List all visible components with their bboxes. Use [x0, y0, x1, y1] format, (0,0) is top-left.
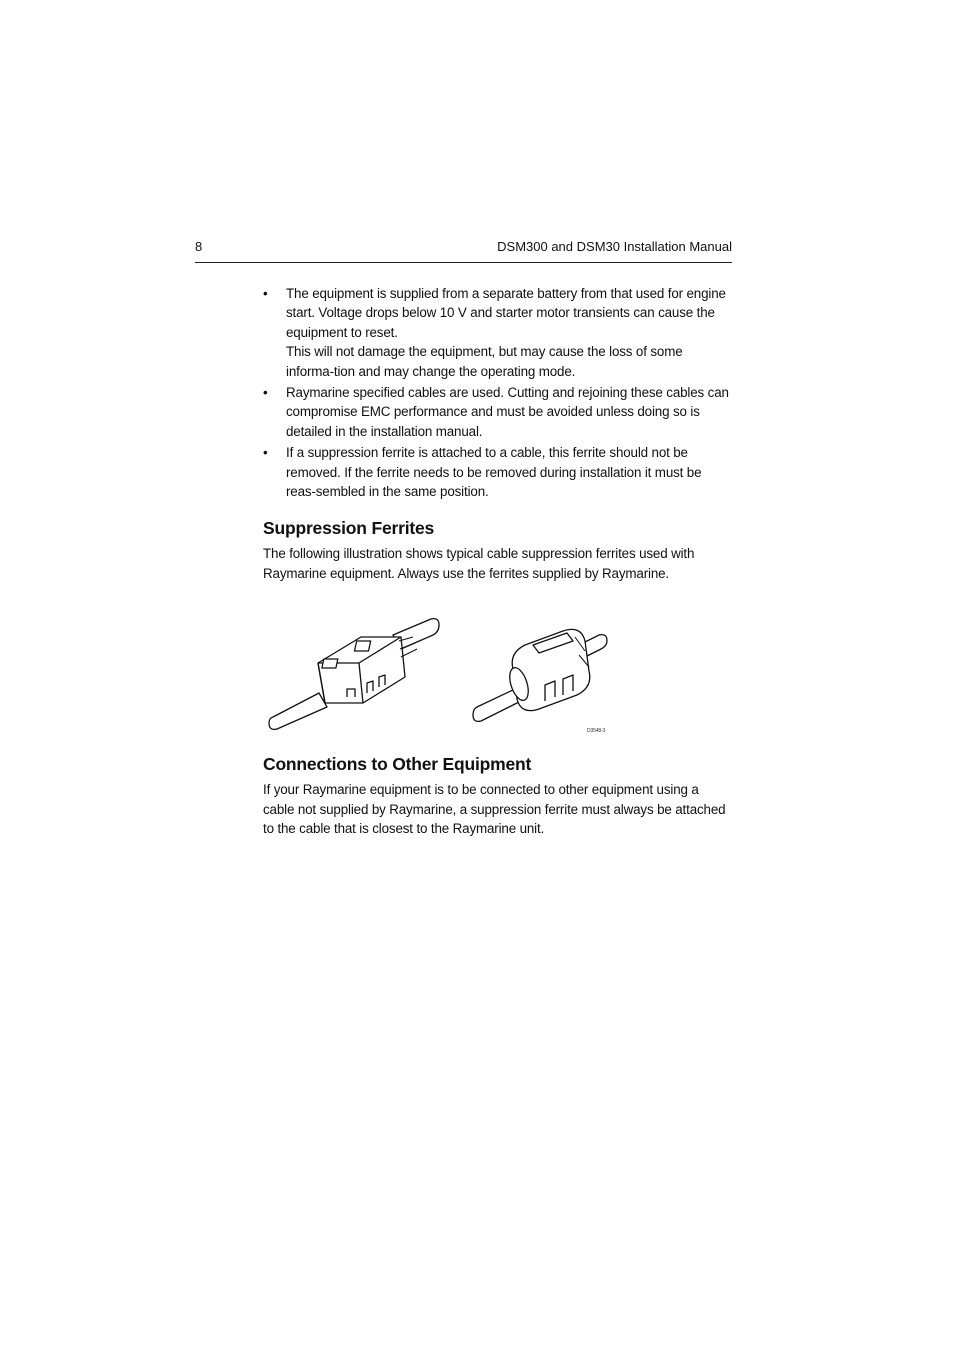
section-body-connections: If your Raymarine equipment is to be connected to other equipment using a cable not supplied by Raymarine, a suppression ferrite must always be attached to the cable that is closest to the Raymarine unit.: [263, 782, 726, 837]
list-item: [263, 383, 733, 441]
manual-title: DSM300 and DSM30 Installation Manual: [497, 239, 732, 254]
figure-code: D3548-3: [587, 728, 606, 735]
ferrite-illustration-graphic: [263, 597, 733, 737]
page-content: [263, 284, 733, 839]
round-ferrite-icon: [473, 630, 607, 722]
bullet-icon: •: [263, 286, 268, 301]
square-ferrite-icon: [269, 619, 439, 730]
list-item: [263, 284, 733, 381]
bullet-icon: •: [263, 445, 268, 461]
list-item-text: The equipment is supplied from a separate battery from that used for engine start. Voltage drops below 10 V and starter motor transients can cause the equipment to reset.: [286, 286, 726, 340]
requirements-list: [263, 284, 733, 501]
page-header: [195, 238, 732, 263]
list-item-text: If a suppression ferrite is attached to a cable, this ferrite should not be removed. If the ferrite needs to be removed during installation it must be reas-sembled in the same position.: [286, 445, 702, 500]
list-item: [263, 443, 733, 501]
section-body-suppression-ferrites: The following illustration shows typical cable suppression ferrites used with Raymarine equipment. Always use the ferrites supplied by Raymarine.: [263, 546, 695, 581]
ferrite-illustration: [263, 597, 733, 737]
bullet-icon: •: [263, 385, 268, 401]
page-number: 8: [195, 239, 203, 254]
section-heading-suppression-ferrites: Suppression Ferrites: [263, 518, 435, 539]
section-heading-connections: Connections to Other Equipment: [263, 754, 532, 775]
list-item-text: Raymarine specified cables are used. Cutting and rejoining these cables can compromise EMC performance and must be avoided unless doing so is detailed in the installation manual.: [286, 385, 729, 439]
list-item-text: This will not damage the equipment, but may cause the loss of some informa-tion and may change the operating mode.: [286, 344, 683, 379]
